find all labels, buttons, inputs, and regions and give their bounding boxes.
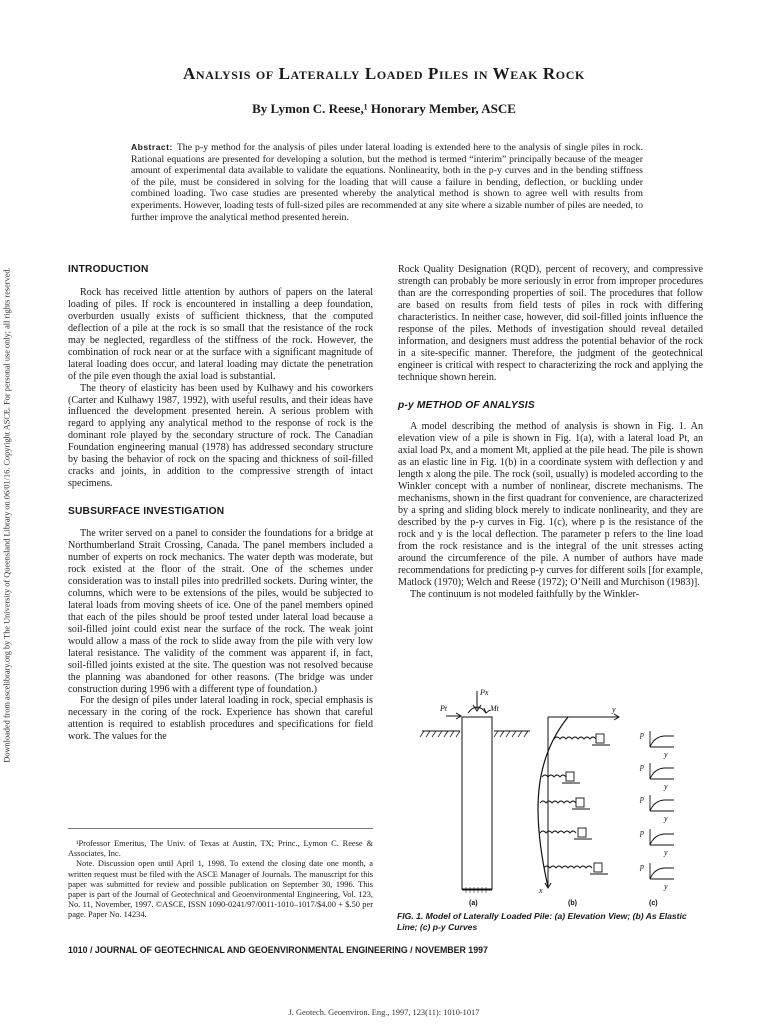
label-p-3: p bbox=[640, 794, 644, 803]
subsurface-paragraph-1: The writer served on a panel to consider the foundations for a bridge at Northumberland Strait Crossing, Canada. The panel members included a number of experts on rock mechanics. The water depth was moderate, but rock existed at the floor of the strait. One of the schemes under consideration was to install piles into predrilled sockets. During winter, the columns, which were to be extensions of the piles, would be subjected to lateral loads from moving sheets of ice. One of the panel members opined that each of the piles should be proof tested under lateral load because a soil-filled joint could exist near the surface of the rock. The weak joint would allow a mass of the rock to slide away from the pile with very low lateral resistance. The validity of the comment was apparent if, in fact, soil-filled joints existed at the site. The question was not resolved because the planning was abandoned for other reasons. (The bridge was under construction during 1996 with a different type of foundation.) bbox=[68, 528, 373, 695]
label-p-2: p bbox=[640, 762, 644, 771]
footnote-note: Note. Discussion open until April 1, 1998. To extend the closing date one month, a written request must be filed with the ASCE Manager of Journals. The manuscript for this paper was submitted for review and possible publication on September 30, 1996. This paper is part of the Journal of Geotechnical and Geoenvironmental Engineering, Vol. 123, No. 11, November, 1997. ©ASCE, ISSN 1090-0241/97/0011-1010–1017/$4.00 + $.50 per page. Paper No. 14234. bbox=[68, 859, 373, 920]
paper-title: Analysis of Laterally Loaded Piles in Weak Rock bbox=[183, 64, 585, 83]
citation-line: J. Geotech. Geoenviron. Eng., 1997, 123(11): 1010-1017 bbox=[288, 1008, 480, 1017]
right-paragraph-0: Rock Quality Designation (RQD), percent of recovery, and compressive strength can probably be more seriously in error from improper procedures than are the corresponding properties of soil. The procedures that follow are based on results from field tests of piles in rock with differing characteristics. In neither case, however, did soil-filled joints influence the response of the piles. Methods of investigation should reveal detailed information, and designers must address the potential behavior of the rock in a site-specific manner. Therefore, the judgment of the geotechnical engineer is critical with respect to characterizing the rock and applying the technique shown herein. bbox=[398, 264, 703, 383]
subsurface-paragraph-2: For the design of piles under lateral loading in rock, special emphasis is necessary in the coring of the rock. Experience has shown that careful attention is required to establish procedures and specifications for field work. The values for the bbox=[68, 695, 373, 743]
page-footer: 1010 / JOURNAL OF GEOTECHNICAL AND GEOENVIRONMENTAL ENGINEERING / NOVEMBER 1997 bbox=[68, 945, 488, 955]
label-y-c3: y bbox=[664, 814, 668, 823]
label-p-4: p bbox=[640, 828, 644, 837]
label-p-5: p bbox=[640, 862, 644, 871]
label-mt: Mt bbox=[490, 704, 499, 713]
figure-caption: FIG. 1. Model of Laterally Loaded Pile: (a) Elevation View; (b) As Elastic Line; (c) p-y Curves bbox=[397, 911, 687, 932]
py-curves bbox=[650, 731, 674, 879]
py-method-heading: p-y METHOD OF ANALYSIS bbox=[398, 399, 535, 411]
label-y-c2: y bbox=[664, 782, 668, 791]
panel-c-label: (c) bbox=[649, 900, 658, 907]
author-byline: By Lymon C. Reese,¹ Honorary Member, ASCE bbox=[252, 101, 516, 116]
introduction-heading: INTRODUCTION bbox=[68, 264, 149, 275]
figure-1-drawing bbox=[418, 687, 680, 909]
label-x: x bbox=[539, 886, 543, 895]
abstract bbox=[131, 142, 643, 223]
pile-elevation bbox=[420, 691, 530, 893]
panel-a-label: (a) bbox=[469, 900, 478, 907]
py-paragraph-2: The continuum is not modeled faithfully by the Winkler- bbox=[410, 588, 640, 600]
left-column bbox=[68, 264, 373, 743]
label-y-c5: y bbox=[664, 882, 668, 891]
label-pt: Pt bbox=[440, 704, 448, 713]
label-y: y bbox=[612, 705, 616, 714]
footnote-affiliation: ¹Professor Emeritus, The Univ. of Texas at Austin, TX; Princ., Lymon C. Reese & Associates, Inc. bbox=[68, 839, 373, 859]
download-watermark bbox=[0, 215, 14, 815]
py-paragraph-1: A model describing the method of analysis is shown in Fig. 1. An elevation view of a pile is shown in Fig. 1(a), with a lateral load Pt, an axial load Px, and a moment Mt, applied at the pile head. The pile is shown as an elastic line in Fig. 1(b) in a coordinate system with deflection y and length x along the pile. The rock (soil, usually) is modeled according to the Winkler concept with a number of nonlinear, discrete mechanisms. The mechanisms, shown in the first quadrant for convenience, are characterized by a spring and sliding block merely to indicate nonlinearity, and they are described by the p-y curves in Fig. 1(c), where p is the resistance of the rock and y is the local deflection. The parameter p refers to the line load from the rock resistance and is the integral of the unit stresses acting around the circumference of the pile. A number of authors have made recommendations for predicting p-y curves for different soils [for example, Matlock (1970); Welch and Reese (1972); O’Neill and Murchison (1983)]. bbox=[398, 421, 703, 588]
spring-mechanisms bbox=[540, 734, 610, 874]
abstract-text: The p-y method for the analysis of piles under lateral loading is extended here to the analysis of single piles in rock. Rational equations are presented for developing a solution, but the method is termed “interim” principally because of the meager amount of experimental data available to validate the equations. Nonlinearity, both in the p-y curves and in the bending stiffness of the pile, must be considered in solving for the loading that will cause a failure in bending, deflection, or buckling under combined loading. Two case studies are presented whereby the analytical method is shown to agree well with results from experiments. However, loading tests of full-sized piles are recommended at any site where a sizable number of piles are needed, to further improve the analytical method presented herein. bbox=[131, 142, 643, 223]
download-watermark-text: Downloaded from ascelibrary.org by The University of Queensland Library on 06/01/16. Copyright ASCE. For personal use only; all rights reserved. bbox=[2, 267, 12, 763]
intro-paragraph-2: The theory of elasticity has been used by Kulhawy and his coworkers (Carter and Kulhawy 1987, 1992), with useful results, and their ideas have influenced the development presented herein. A serious problem with regard to applying any analytical method to the response of rock is the dominant role played by the secondary structure of rock. The Canadian Foundation engineering manual (1978) has addressed secondary structure by basing the behavior of rock on the spacing and thickness of soil-filled cracks and joints, in addition to the compressive strength of intact specimens. bbox=[68, 382, 373, 490]
abstract-label: Abstract: bbox=[131, 142, 173, 152]
label-y-c4: y bbox=[664, 848, 668, 857]
right-column bbox=[398, 264, 703, 601]
label-p-1: p bbox=[640, 730, 644, 739]
label-px: Px bbox=[480, 688, 489, 697]
panel-b-label: (b) bbox=[568, 900, 577, 907]
label-y-c1: y bbox=[664, 750, 668, 759]
subsurface-heading: SUBSURFACE INVESTIGATION bbox=[68, 506, 225, 518]
intro-paragraph-1: Rock has received little attention by authors of papers on the lateral loading of piles. If rock is encountered in installing a deep foundation, overburden usually exists of sufficient thickness, that the computed deflection of a pile at the rock is so small that the resistance of the rock may be neglected, regardless of the stiffness of the rock. However, the combination of rock near or at the surface with a significant magnitude of lateral loading does occur, and lateral loading may dictate the penetration of the pile even though the axial load is substantial. bbox=[68, 286, 373, 382]
figure-1 bbox=[418, 687, 680, 909]
footnote bbox=[68, 828, 373, 921]
